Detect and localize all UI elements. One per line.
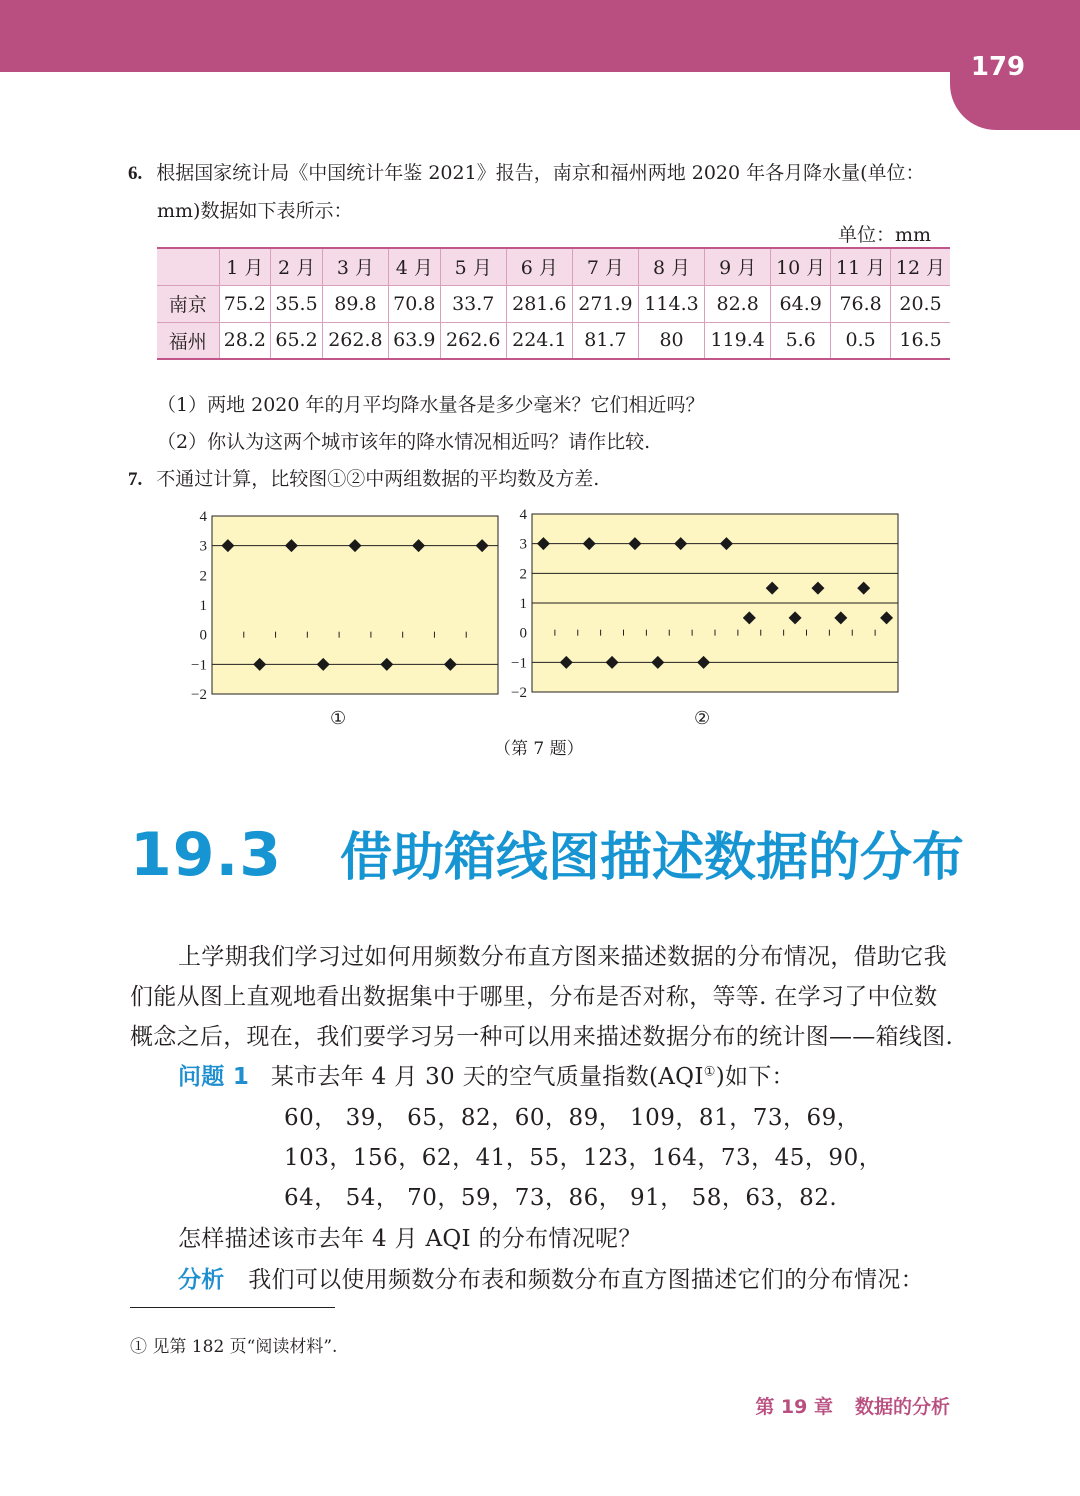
y-tick-label: 3 bbox=[199, 538, 207, 555]
y-tick-label: −1 bbox=[191, 657, 207, 674]
y-tick-label: −2 bbox=[511, 685, 527, 701]
table-cell: 65.2 bbox=[271, 322, 323, 359]
section-number: 19.3 bbox=[130, 820, 283, 890]
table-cell: 81.7 bbox=[572, 322, 638, 359]
table-cell: 224.1 bbox=[506, 322, 572, 359]
page-number: 179 bbox=[970, 52, 1026, 82]
table-header-cell: 5 月 bbox=[440, 248, 506, 285]
y-tick-label: −1 bbox=[511, 655, 527, 672]
intro-line-3: 概念之后，现在，我们要学习另一种可以用来描述数据分布的统计图——箱线图. bbox=[130, 1024, 954, 1050]
page-footer bbox=[755, 1392, 950, 1419]
table-row bbox=[157, 322, 950, 359]
table-cell: 63.9 bbox=[388, 322, 440, 359]
scatter-chart-1 bbox=[190, 508, 500, 706]
aqi-data-line-3: 64， 54， 70，59，73，86， 91， 58，63，82. bbox=[284, 1185, 838, 1211]
table-header-cell: 1 月 bbox=[219, 248, 271, 285]
q6-sub1: （1）两地 2020 年的月平均降水量各是多少毫米？它们相近吗？ bbox=[157, 394, 705, 416]
table-cell: 271.9 bbox=[572, 285, 638, 322]
table-cell: 89.8 bbox=[322, 285, 388, 322]
table-row-header: 南京 bbox=[157, 285, 219, 322]
table-header-cell: 8 月 bbox=[639, 248, 705, 285]
y-tick-label: 1 bbox=[199, 598, 207, 614]
intro-line-1: 上学期我们学习过如何用频数分布直方图来描述数据的分布情况，借助它我 bbox=[178, 944, 947, 970]
problem-question: 怎样描述该市去年 4 月 AQI 的分布情况呢？ bbox=[178, 1226, 642, 1252]
table-header-cell: 11 月 bbox=[831, 248, 891, 285]
table-header-cell: 9 月 bbox=[705, 248, 771, 285]
table-cell: 33.7 bbox=[440, 285, 506, 322]
analysis-text: 我们可以使用频数分布表和频数分布直方图描述它们的分布情况： bbox=[248, 1267, 924, 1293]
table-cell: 64.9 bbox=[771, 285, 831, 322]
table-header-cell: 12 月 bbox=[891, 248, 950, 285]
problem-line bbox=[178, 1058, 795, 1091]
table-cell: 75.2 bbox=[219, 285, 271, 322]
q6-unit: 单位：mm bbox=[838, 224, 932, 246]
table-cell: 80 bbox=[639, 322, 705, 359]
chart-2-label: ② bbox=[694, 708, 711, 729]
y-tick-label: 2 bbox=[519, 566, 527, 583]
q7-caption: （第 7 题） bbox=[494, 739, 584, 759]
q6-sub2: （2）你认为这两个城市该年的降水情况相近吗？请作比较. bbox=[157, 431, 651, 453]
y-tick-label: 0 bbox=[199, 627, 207, 644]
table-cell: 262.6 bbox=[440, 322, 506, 359]
analysis-label: 分析 bbox=[178, 1267, 225, 1293]
q7-text: 不通过计算，比较图①②中两组数据的平均数及方差. bbox=[156, 468, 600, 490]
y-tick-label: 2 bbox=[199, 568, 207, 585]
table-cell: 82.8 bbox=[705, 285, 771, 322]
table-header-cell: 3 月 bbox=[322, 248, 388, 285]
table-cell: 262.8 bbox=[322, 322, 388, 359]
rainfall-table bbox=[157, 247, 950, 360]
footnote-mark: ① bbox=[703, 1064, 716, 1080]
aqi-data-line-2: 103，156，62，41，55，123，164，73，45，90， bbox=[284, 1145, 883, 1171]
y-tick-label: 4 bbox=[199, 509, 207, 525]
section-heading: 借助箱线图描述数据的分布 bbox=[340, 828, 965, 888]
table-cell: 35.5 bbox=[271, 285, 323, 322]
table-cell: 20.5 bbox=[891, 285, 950, 322]
table-cell: 0.5 bbox=[831, 322, 891, 359]
y-tick-label: −2 bbox=[191, 687, 207, 703]
table-header-cell: 7 月 bbox=[572, 248, 638, 285]
table-cell: 281.6 bbox=[506, 285, 572, 322]
table-cell: 16.5 bbox=[891, 322, 950, 359]
problem-text: 某市去年 4 月 30 天的空气质量指数(AQI bbox=[270, 1064, 704, 1090]
footnote-divider bbox=[130, 1307, 335, 1308]
y-tick-label: 1 bbox=[519, 596, 527, 612]
q6-text-line1: 根据国家统计局《中国统计年鉴 2021》报告，南京和福州两地 2020 年各月降水量(单位： bbox=[156, 162, 925, 184]
q7-number: 7. bbox=[128, 469, 143, 490]
table-cell: 28.2 bbox=[219, 322, 271, 359]
q6-line1 bbox=[128, 158, 925, 185]
y-tick-label: 3 bbox=[519, 536, 527, 553]
table-header-cell: 6 月 bbox=[506, 248, 572, 285]
table-cell: 114.3 bbox=[639, 285, 705, 322]
table-cell: 5.6 bbox=[771, 322, 831, 359]
y-tick-label: 0 bbox=[519, 625, 527, 642]
problem-label: 问题 1 bbox=[178, 1064, 250, 1090]
table-header-cell: 2 月 bbox=[271, 248, 323, 285]
table-row-header: 福州 bbox=[157, 322, 219, 359]
table-header-cell: 4 月 bbox=[388, 248, 440, 285]
table-corner-cell bbox=[157, 248, 219, 285]
footer-chapter: 第 19 章 bbox=[755, 1396, 833, 1418]
table-cell: 70.8 bbox=[388, 285, 440, 322]
table-header-cell: 10 月 bbox=[771, 248, 831, 285]
footer-title: 数据的分析 bbox=[854, 1396, 950, 1418]
q6-number: 6. bbox=[128, 163, 143, 184]
problem-text-end: )如下： bbox=[715, 1064, 795, 1090]
top-band bbox=[0, 0, 1080, 72]
y-tick-label: 4 bbox=[519, 507, 527, 523]
analysis-line bbox=[178, 1261, 924, 1294]
scatter-chart-2 bbox=[510, 506, 900, 704]
table-cell: 119.4 bbox=[705, 322, 771, 359]
aqi-data-line-1: 60， 39， 65，82，60，89， 109，81，73，69， bbox=[284, 1105, 861, 1131]
table-row bbox=[157, 285, 950, 322]
chart-1-label: ① bbox=[330, 708, 347, 729]
intro-line-2: 们能从图上直观地看出数据集中于哪里，分布是否对称，等等. 在学习了中位数 bbox=[130, 984, 938, 1010]
table-header-row bbox=[157, 248, 950, 285]
footnote: ① 见第 182 页“阅读材料”. bbox=[130, 1337, 338, 1357]
section-title bbox=[130, 815, 964, 890]
q7-line bbox=[128, 464, 599, 491]
table-cell: 76.8 bbox=[831, 285, 891, 322]
q6-text-line2: mm)数据如下表所示： bbox=[157, 200, 353, 222]
